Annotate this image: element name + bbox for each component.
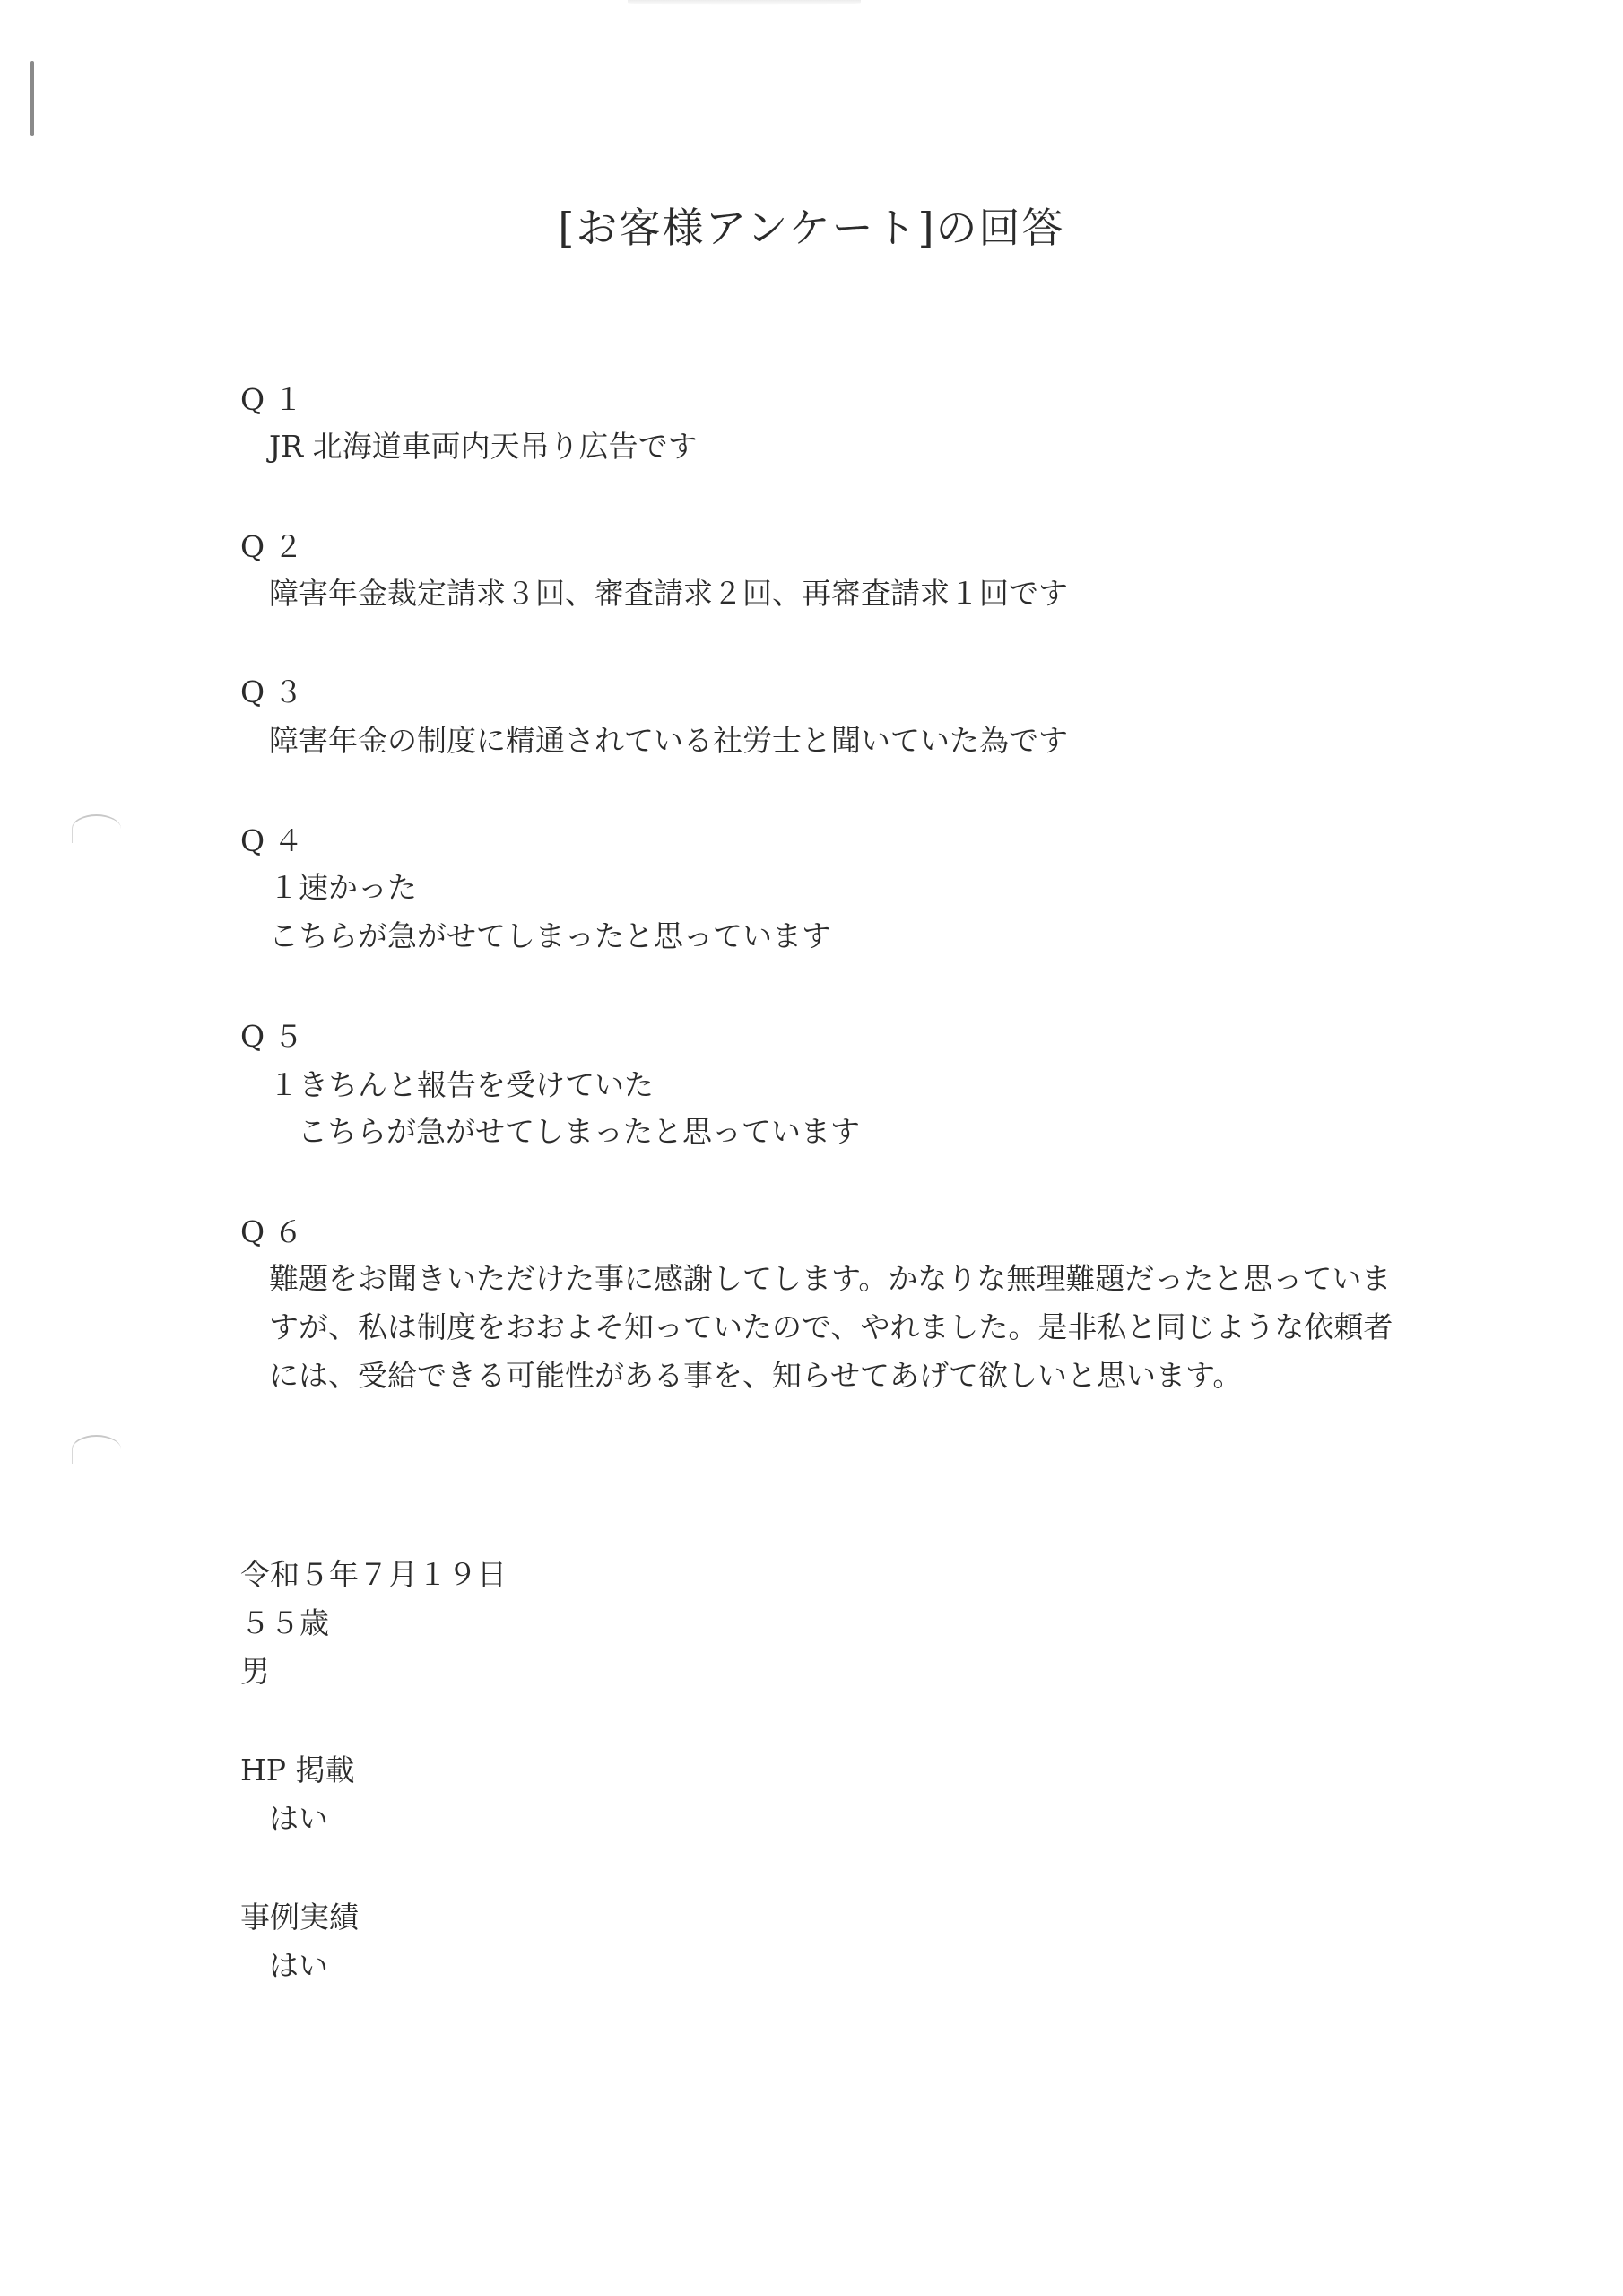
answer-q6-line: 難題をお聞きいただけた事に感謝してします。かなりな無理難題だったと思っていま bbox=[269, 1261, 1392, 1296]
punch-hole-mark bbox=[72, 1435, 121, 1464]
respondent-age: ５５歳 bbox=[240, 1605, 329, 1640]
answer-q6-line: には、受給できる可能性がある事を、知らせてあげて欲しいと思います。 bbox=[269, 1358, 1243, 1393]
answer-q2-line: 障害年金裁定請求３回、審査請求２回、再審査請求１回です bbox=[269, 576, 1068, 611]
respondent-gender: 男 bbox=[240, 1654, 270, 1689]
document-title: [お客様アンケート]の回答 bbox=[558, 204, 1065, 252]
response-date: 令和５年７月１９日 bbox=[240, 1557, 507, 1592]
scan-edge-mark bbox=[30, 61, 34, 136]
answer-q4-line: １速かった bbox=[269, 870, 417, 905]
answer-q3-line: 障害年金の制度に精通されている社労士と聞いていた為です bbox=[269, 723, 1068, 758]
question-label-q2: Q２ bbox=[240, 529, 313, 564]
case-record-value: はい bbox=[269, 1948, 328, 1983]
answer-q6-line: すが、私は制度をおおよそ知っていたので、やれました。是非私と同じような依頼者 bbox=[269, 1309, 1393, 1344]
answer-q5-line: １きちんと報告を受けていた bbox=[269, 1067, 654, 1102]
case-record-label: 事例実績 bbox=[240, 1900, 359, 1935]
punch-hole-mark bbox=[72, 814, 121, 843]
question-label-q1: Q１ bbox=[240, 382, 313, 417]
answer-q1-line: JR 北海道車両内天吊り広告です bbox=[269, 429, 698, 464]
hp-publication-value: はい bbox=[269, 1801, 328, 1836]
hp-publication-label: HP 掲載 bbox=[240, 1752, 355, 1787]
answer-q4-line: こちらが急がせてしまったと思っています bbox=[269, 918, 831, 953]
question-label-q4: Q４ bbox=[240, 823, 313, 858]
question-label-q3: Q３ bbox=[240, 674, 313, 709]
answer-q5-line: こちらが急がせてしまったと思っています bbox=[298, 1114, 860, 1149]
question-label-q5: Q５ bbox=[240, 1019, 313, 1054]
scan-shadow bbox=[628, 0, 861, 5]
question-label-q6: Q６ bbox=[240, 1214, 313, 1249]
